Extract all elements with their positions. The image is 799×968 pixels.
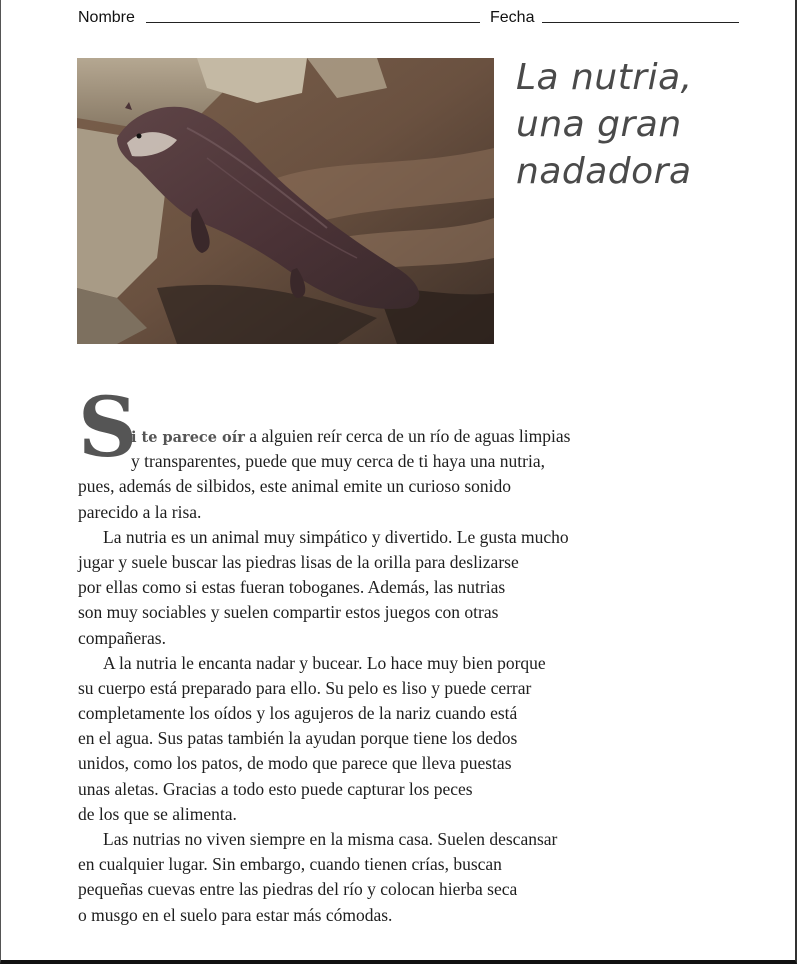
name-label: Nombre	[78, 9, 135, 26]
paragraph-3-line: A la nutria le encanta nadar y bucear. Lo hace muy bien porque	[103, 652, 546, 673]
title-line-3: nadadora	[516, 151, 692, 192]
paragraph-3-line: completamente los oídos y los agujeros de la nariz cuando está	[78, 703, 518, 724]
paragraph-1-line: parecido a la risa.	[78, 501, 202, 522]
date-label: Fecha	[490, 9, 535, 26]
paragraph-2-line: por ellas como si estas fueran toboganes. Además, las nutrias	[78, 577, 506, 598]
paragraph-3-line: en el agua. Sus patas también la ayudan porque tiene los dedos	[78, 728, 518, 749]
paragraph-3-line: unidos, como los patos, de modo que parece que lleva puestas	[78, 753, 512, 774]
lead-in: i te parece oír	[131, 429, 245, 446]
paragraph-2-line: compañeras.	[78, 627, 166, 648]
title-line-1: La nutria,	[516, 57, 693, 98]
worksheet-header	[78, 8, 740, 30]
paragraph-1-line: pues, además de silbidos, este animal emite un curioso sonido	[78, 476, 512, 497]
paragraph-2-line: jugar y suele buscar las piedras lisas de la orilla para deslizarse	[78, 551, 519, 572]
worksheet-title	[516, 54, 776, 195]
paragraph-4-line: Las nutrias no viven siempre en la misma casa. Suelen descansar	[103, 829, 558, 849]
paragraph-4-line: o musgo en el suelo para estar más cómodas.	[78, 904, 393, 925]
paragraph-3-line: su cuerpo está preparado para ello. Su pelo es liso y puede cerrar	[78, 677, 532, 698]
paragraph-4-line: en cualquier lugar. Sin embargo, cuando tienen crías, buscan	[78, 854, 502, 875]
text-line: a alguien reír cerca de un río de aguas limpias	[249, 426, 571, 446]
article-body	[78, 424, 638, 928]
paragraph-2-line: son muy sociables y suelen compartir estos juegos con otras	[78, 602, 499, 623]
otter-photo	[77, 58, 494, 344]
title-line-2: una gran	[516, 104, 682, 145]
date-line[interactable]	[542, 22, 739, 23]
paragraph-1-line	[78, 424, 638, 449]
paragraph-4-line: pequeñas cuevas entre las piedras del río y colocan hierba seca	[78, 879, 518, 900]
paragraph-1-line: y transparentes, puede que muy cerca de ti haya una nutria,	[131, 451, 545, 472]
paragraph-3-line: de los que se alimenta.	[78, 803, 237, 824]
paragraph-3-line: unas aletas. Gracias a todo esto puede capturar los peces	[78, 778, 473, 799]
paragraph-2-line: La nutria es un animal muy simpático y divertido. Le gusta mucho	[103, 526, 569, 547]
name-line[interactable]	[146, 22, 480, 23]
drop-cap: S	[78, 380, 138, 476]
